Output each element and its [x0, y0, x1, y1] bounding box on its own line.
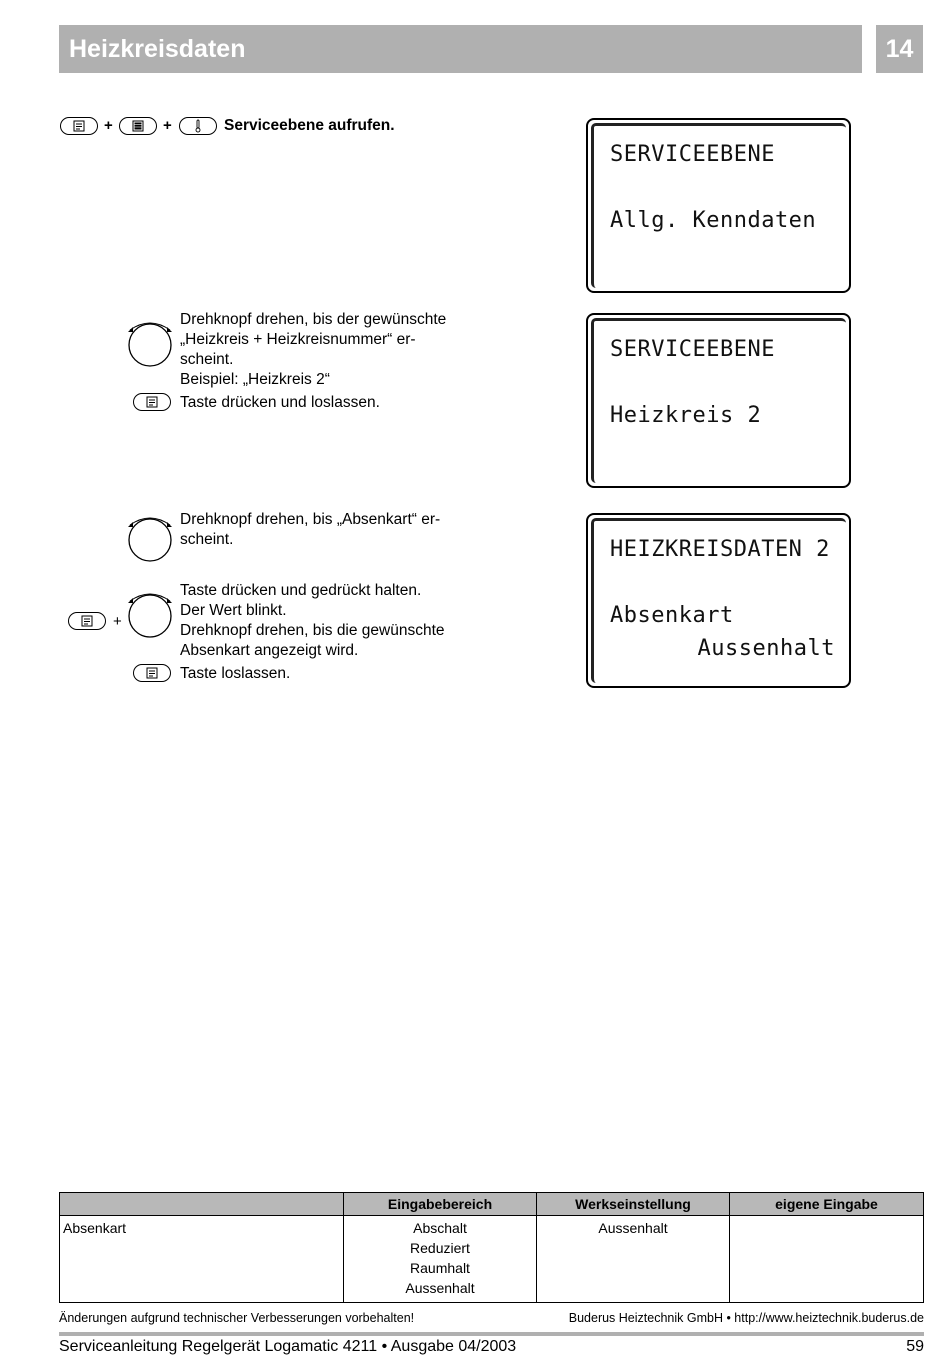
plus-sign: + [113, 613, 122, 630]
lcd-line-2: Heizkreis 2 [610, 403, 762, 428]
lcd-line-3: Aussenhalt [697, 636, 835, 661]
step-select-heating-circuit: Drehknopf drehen, bis der gewünschte „Heizkreis + Heizkreisnummer“ er- scheint. Beispiel: „Heizkreis 2“ [180, 311, 447, 388]
table-header: Eingabebereich [344, 1193, 537, 1216]
plus-sign: + [163, 117, 172, 134]
table-header: eigene Eingabe [730, 1193, 924, 1216]
lcd-line-2: Absenkart [610, 603, 734, 628]
footnote-company: Buderus Heiztechnik GmbH • http://www.heiztechnik.buderus.de [568, 1311, 924, 1325]
step-release: Taste loslassen. [180, 665, 291, 682]
thermometer-key-icon [179, 117, 217, 135]
page-number: 59 [906, 1338, 924, 1355]
rotary-knob-icon [125, 589, 175, 639]
lcd-line-1: HEIZKREISDATEN 2 [610, 537, 830, 562]
settings-table [59, 1192, 924, 1303]
lcd-line-2: Allg. Kenndaten [610, 208, 817, 233]
display-key-icon [133, 393, 171, 411]
lcd-line-1: SERVICEEBENE [610, 337, 775, 362]
display-key-icon [68, 612, 106, 630]
range-option: Raumhalt [410, 1260, 470, 1276]
table-row [60, 1216, 924, 1303]
footnote-disclaimer: Änderungen aufgrund technischer Verbesserungen vorbehalten! [59, 1311, 415, 1325]
step-press-release: Taste drücken und loslassen. [180, 394, 380, 411]
lcd-line-1: SERVICEEBENE [610, 142, 775, 167]
rotary-knob-icon [125, 318, 175, 368]
footer-divider [59, 1332, 924, 1336]
table-cell-own-entry [730, 1216, 924, 1303]
standard-key-icon [119, 117, 157, 135]
table-cell-range [344, 1216, 537, 1303]
range-option: Abschalt [413, 1220, 467, 1236]
step-hold-and-adjust: Taste drücken und gedrückt halten. Der Wert blinkt. Drehknopf drehen, bis die gewünschte Absenkart angezeigt wird. [180, 582, 445, 659]
table-header-row [60, 1193, 924, 1216]
footer-document-title: Serviceanleitung Regelgerät Logamatic 4211 • Ausgabe 04/2003 [59, 1338, 517, 1355]
plus-sign: + [104, 117, 113, 134]
chapter-number: 14 [876, 25, 923, 73]
table-header: Werkseinstellung [537, 1193, 730, 1216]
display-key-icon [60, 117, 98, 135]
display-key-icon [133, 664, 171, 682]
table-header [60, 1193, 344, 1216]
lcd-display-2 [586, 313, 851, 488]
chapter-title-bar [59, 25, 862, 73]
page-title: Heizkreisdaten [69, 35, 246, 63]
table-cell-label: Absenkart [60, 1216, 344, 1303]
step-open-service-level: Serviceebene aufrufen. [224, 117, 395, 134]
range-option: Reduziert [410, 1240, 470, 1256]
lcd-display-1 [586, 118, 851, 293]
step-select-absenkart: Drehknopf drehen, bis „Absenkart“ er- scheint. [180, 511, 441, 548]
range-option: Aussenhalt [405, 1280, 475, 1296]
table-cell-default: Aussenhalt [537, 1216, 730, 1303]
rotary-knob-icon [125, 513, 175, 563]
lcd-display-3 [586, 513, 851, 688]
